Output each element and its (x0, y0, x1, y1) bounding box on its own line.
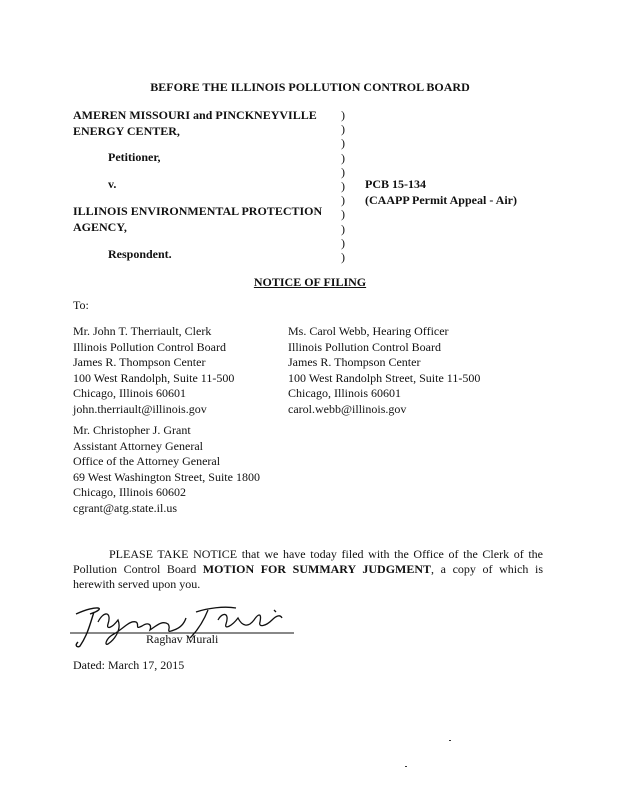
paren: ) (341, 250, 345, 265)
caption-parens (341, 108, 345, 264)
address-line: 100 West Randolph Street, Suite 11-500 (288, 370, 481, 385)
paren: ) (341, 207, 345, 222)
address-line: Illinois Pollution Control Board (288, 339, 442, 354)
address-line: Mr. Christopher J. Grant (73, 423, 191, 437)
address-line: Chicago, Illinois 60601 (73, 386, 186, 400)
to-label: To: (73, 298, 89, 312)
petitioner-role: Petitioner, (108, 150, 161, 164)
address-line: Chicago, Illinois 60601 (288, 386, 401, 400)
respondent-role: Respondent. (108, 247, 172, 261)
paren: ) (341, 221, 345, 236)
paren: ) (341, 108, 345, 122)
paragraph-text-start: PLEASE TAKE NOTICE that we have today filed with the Office of the Clerk of the Pollution Control Board (73, 547, 543, 576)
recipient-attorney-general (73, 423, 260, 516)
address-line: Office of the Attorney General (73, 454, 221, 468)
paren: ) (341, 235, 345, 250)
respondent-line-1: ILLINOIS ENVIRONMENTAL PROTECTION (73, 204, 323, 218)
email-line: carol.webb@illinois.gov (288, 401, 407, 416)
email-line: cgrant@atg.state.il.us (73, 500, 178, 515)
address-line: Mr. John T. Therriault, Clerk (73, 324, 212, 338)
address-line: James R. Thompson Center (288, 355, 421, 369)
notice-title: NOTICE OF FILING (253, 275, 367, 289)
address-line: Assistant Attorney General (73, 438, 203, 453)
signature-stroke (76, 608, 99, 647)
paren: ) (341, 193, 345, 208)
scan-mark (405, 766, 407, 767)
paren: ) (341, 164, 345, 179)
case-info (365, 177, 517, 208)
petitioner-name (73, 108, 317, 139)
address-line: James R. Thompson Center (73, 355, 206, 369)
notice-paragraph (73, 547, 543, 592)
respondent-name (73, 204, 322, 235)
motion-title: MOTION FOR SUMMARY JUDGMENT (202, 562, 432, 576)
case-number: PCB 15-134 (365, 177, 426, 191)
signer-name: Raghav Murali (146, 632, 219, 646)
petitioner-line-1: AMEREN MISSOURI and PINCKNEYVILLE (73, 108, 317, 122)
respondent-line-2: AGENCY, (73, 219, 127, 234)
address-line: Illinois Pollution Control Board (73, 339, 227, 354)
recipient-clerk (73, 324, 234, 417)
paren: ) (341, 122, 345, 137)
petitioner-line-2: ENERGY CENTER, (73, 123, 180, 138)
paren: ) (341, 179, 345, 194)
email-line: john.therriault@illinois.gov (73, 401, 207, 416)
recipient-hearing-officer (288, 324, 480, 417)
case-type: (CAAPP Permit Appeal - Air) (365, 192, 517, 207)
address-line: 100 West Randolph, Suite 11-500 (73, 370, 235, 385)
address-line: Ms. Carol Webb, Hearing Officer (288, 324, 449, 338)
versus-label: v. (108, 177, 117, 191)
document-title: BEFORE THE ILLINOIS POLLUTION CONTROL BOARD (150, 80, 470, 94)
date-line: Dated: March 17, 2015 (73, 658, 185, 672)
scan-mark (449, 740, 451, 741)
address-line: 69 West Washington Street, Suite 1800 (73, 469, 260, 484)
paren: ) (341, 136, 345, 151)
paren: ) (341, 150, 345, 165)
paragraph-text-end: , a copy of which is herewith served upon you. (73, 562, 544, 591)
address-line: Chicago, Illinois 60602 (73, 485, 186, 499)
